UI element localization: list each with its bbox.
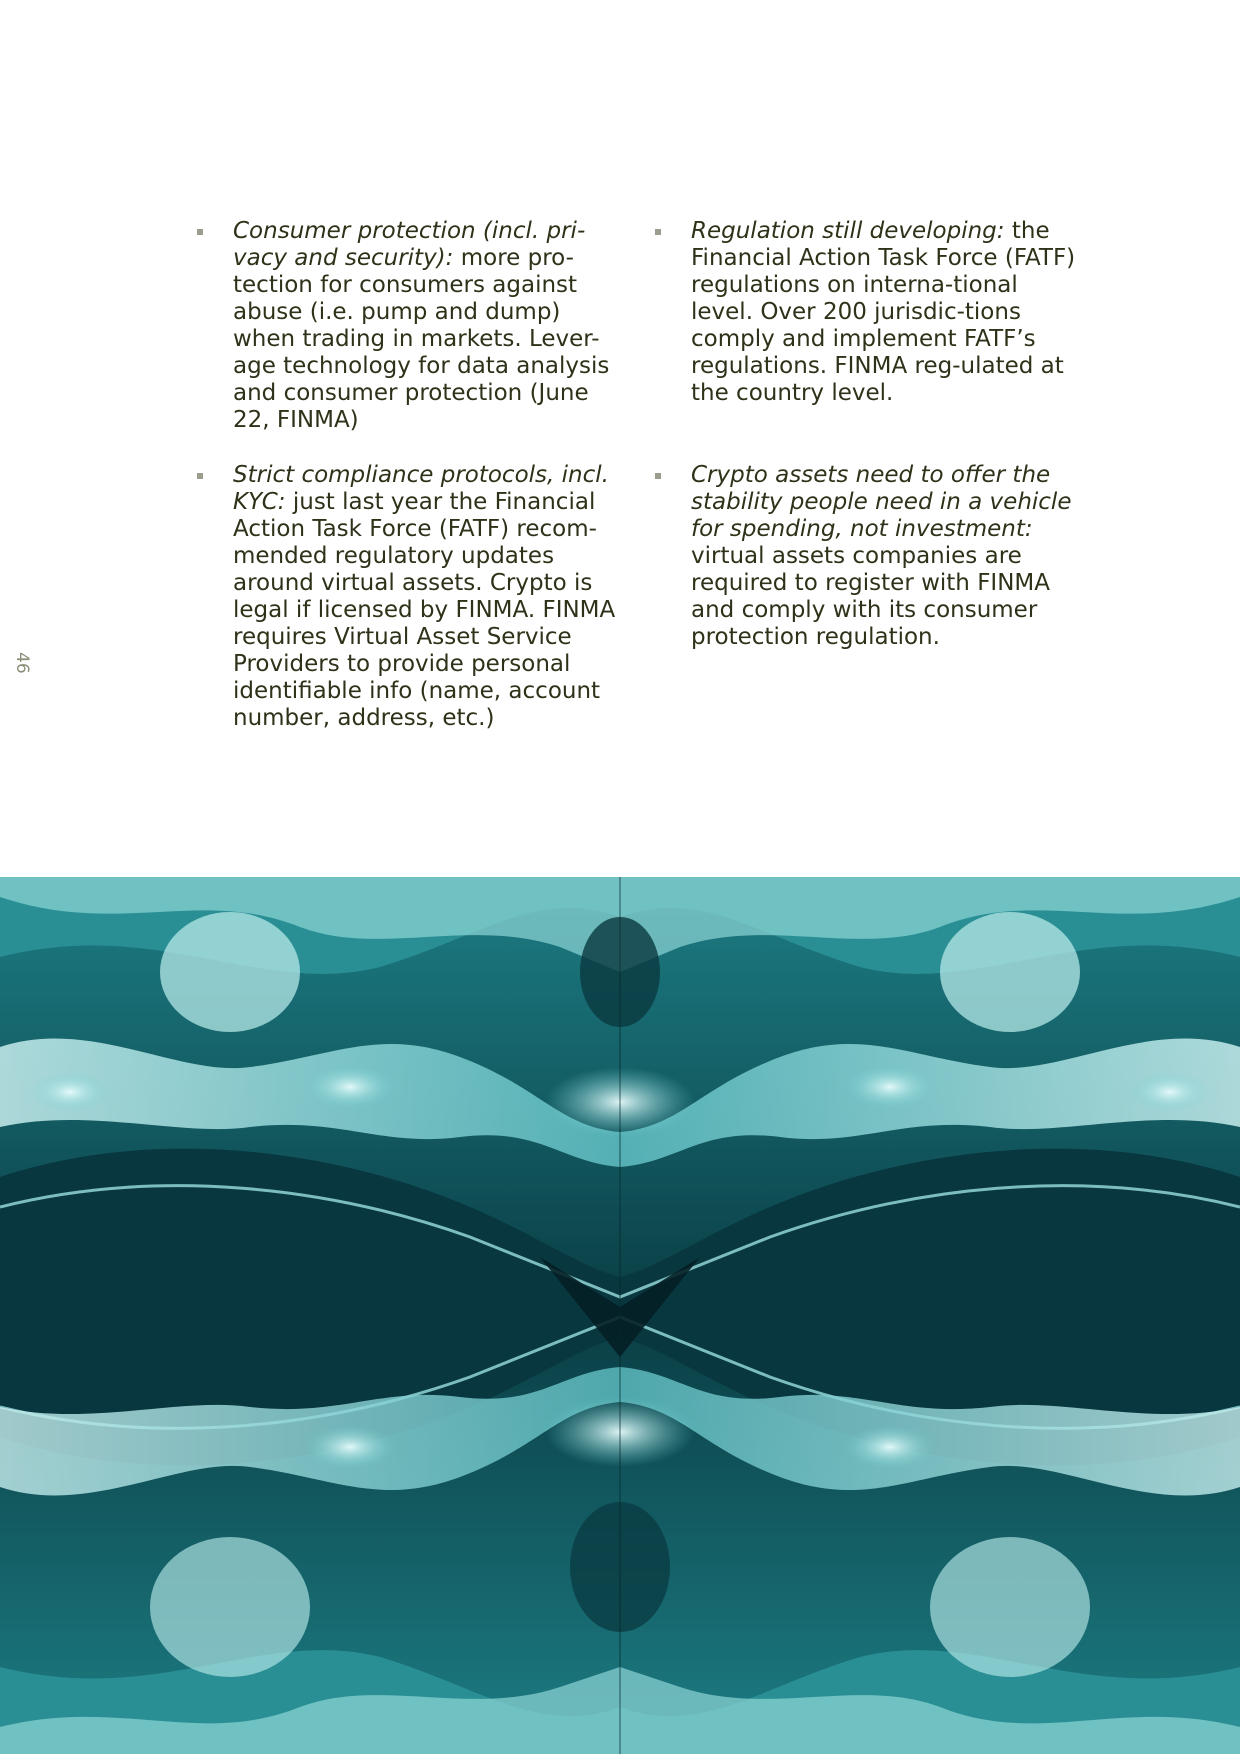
bullet-title: Consumer protection (incl. pri-vacy and security):	[233, 218, 586, 271]
bullet-title: Crypto assets need to offer the stability people need in a vehicle for spending, not investment:	[691, 462, 1072, 542]
bullet-title: Regulation still developing:	[691, 218, 1005, 244]
bullet-marker	[197, 473, 203, 479]
bullet-body: just last year the Financial Action Task Force (FATF) recom-mended regulatory updates around virtual assets. Crypto is legal if licensed by FINMA. FINMA requires Virtual Asset Service Providers to provide personal identifiable info (name, account number, address, etc.)	[233, 489, 616, 731]
ice-kaleidoscope-image	[0, 877, 1240, 1754]
bullet-marker	[655, 473, 661, 479]
bullet-body: the Financial Action Task Force (FATF) regulations on interna-tional level. Over 200 jurisdic-tions comply and implement FATF’s regulations. FINMA reg-ulated at the country level.	[691, 218, 1076, 406]
bullet-text	[691, 218, 1083, 407]
bullet-item-consumer-protection	[233, 218, 625, 434]
bullet-title: Strict compliance protocols, incl. KYC:	[233, 462, 609, 515]
bullet-body: more pro-tection for consumers against abuse (i.e. pump and dump) when trading in markets. Lever-age technology for data analysis and consumer protection (June 22, FINMA)	[233, 245, 610, 433]
page-number: 46	[12, 652, 32, 674]
bullet-text	[233, 462, 625, 732]
bullet-item-regulation	[691, 218, 1083, 407]
bullet-text	[233, 218, 625, 434]
bullet-text	[691, 462, 1083, 651]
bullet-marker	[655, 229, 661, 235]
bullet-item-compliance	[233, 462, 625, 732]
bullet-marker	[197, 229, 203, 235]
bullet-body: virtual assets companies are required to register with FINMA and comply with its consumer protection regulation.	[691, 543, 1050, 650]
bullet-item-crypto-assets	[691, 462, 1083, 651]
ice-image-svg	[0, 877, 1240, 1754]
